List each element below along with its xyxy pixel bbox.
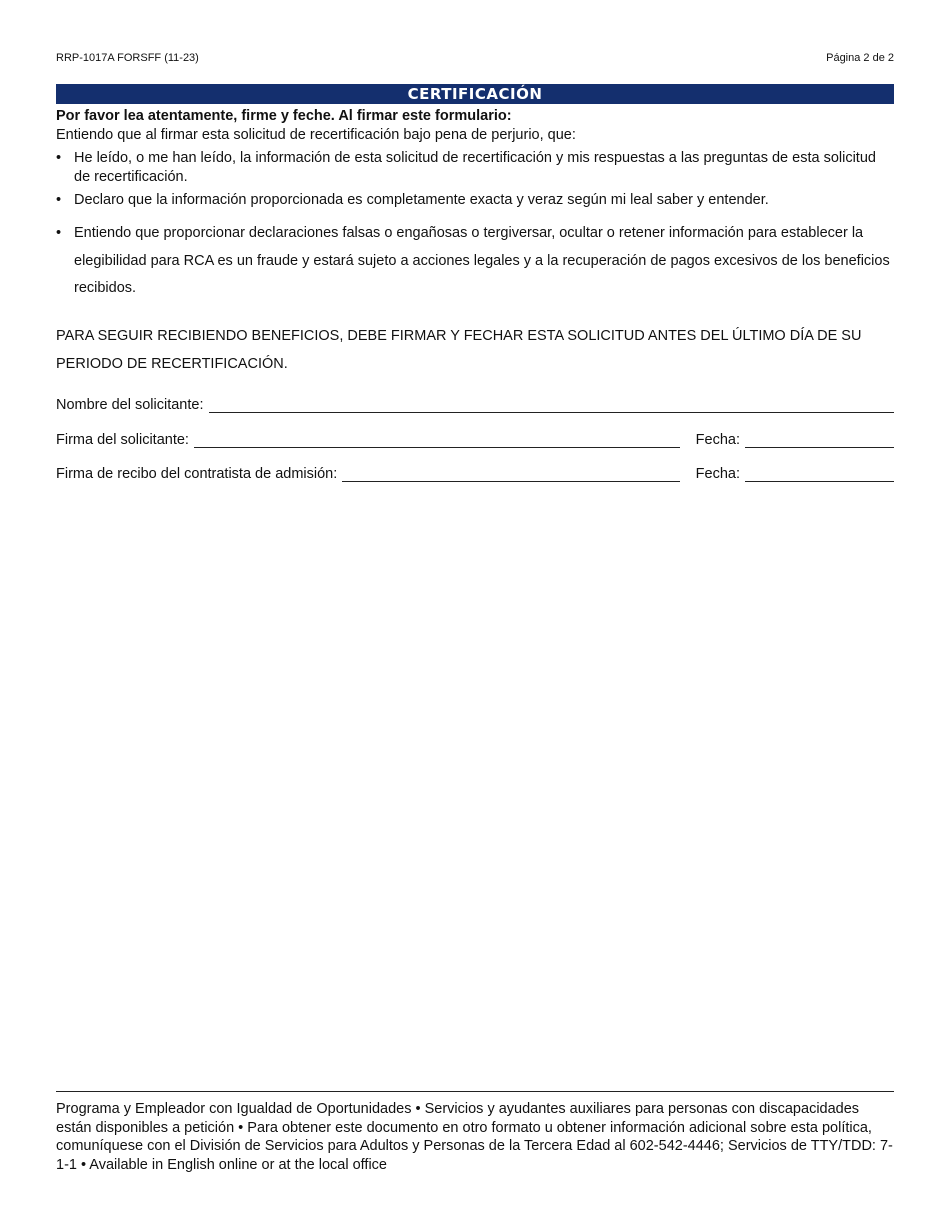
- contractor-signature-label: Firma de recibo del contratista de admisión:: [56, 466, 338, 482]
- certification-intro: Entiendo que al firmar esta solicitud de recertificación bajo pena de perjurio, que:: [56, 127, 576, 143]
- applicant-signature-field[interactable]: [194, 433, 680, 448]
- contractor-date-label: Fecha:: [695, 466, 740, 482]
- contractor-signature-row: [56, 466, 894, 482]
- contractor-date-field[interactable]: [745, 467, 894, 482]
- footer-text: Programa y Empleador con Igualdad de Oportunidades • Servicios y ayudantes auxiliares para personas con discapacidades están disponibles a petición • Para obtener este documento en otro formato u obtener información adicional sobre esta política, comuníquese con el División de Servicios para Adultos y Personas de la Tercera Edad al 602-542-4446; Servicios de TTY/TDD: 7-1-1 • Available in English online or at the local office: [56, 1101, 893, 1173]
- contractor-signature-field[interactable]: [342, 467, 679, 482]
- applicant-name-row: [56, 397, 894, 413]
- certification-instruction: Por favor lea atentamente, firme y feche. Al firmar este formulario:: [56, 108, 512, 124]
- bullet-item: • Entiendo que proporcionar declaraciones falsas o engañosas o tergiversar, ocultar o retener información para establecer la elegibilidad para RCA es un fraude y estará sujeto a acciones legales y a la recuperación de pagos excesivos de los beneficios recibidos.: [56, 220, 894, 303]
- applicant-date-field[interactable]: [745, 433, 894, 448]
- deadline-notice: PARA SEGUIR RECIBIENDO BENEFICIOS, DEBE FIRMAR Y FECHAR ESTA SOLICITUD ANTES DEL ÚLTIMO DÍA DE SU PERIODO DE RECERTIFICACIÓN.: [56, 328, 862, 372]
- applicant-signature-label: Firma del solicitante:: [56, 432, 189, 448]
- footer-divider: [56, 1091, 894, 1092]
- certification-bullets: [56, 149, 894, 303]
- bullet-item: • Declaro que la información proporcionada es completamente exacta y veraz según mi leal saber y entender.: [56, 191, 894, 210]
- applicant-signature-row: [56, 432, 894, 448]
- certification-title: CERTIFICACIÓN: [56, 84, 894, 104]
- form-id: RRP-1017A FORSFF (11-23): [56, 52, 199, 64]
- applicant-name-field[interactable]: [209, 398, 895, 413]
- applicant-date-label: Fecha:: [695, 432, 740, 448]
- applicant-name-label: Nombre del solicitante:: [56, 397, 204, 413]
- bullet-item: • He leído, o me han leído, la información de esta solicitud de recertificación y mis respuestas a las preguntas de esta solicitud de recertificación.: [56, 149, 894, 187]
- page-header: [56, 52, 894, 64]
- page-number: Página 2 de 2: [826, 52, 894, 64]
